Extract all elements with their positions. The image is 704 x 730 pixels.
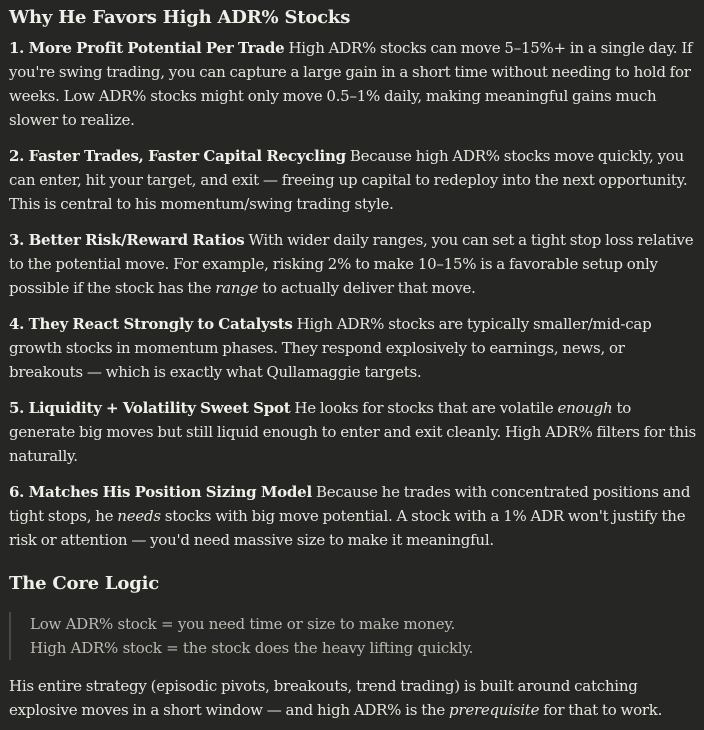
message-content <box>9 0 697 722</box>
body-text: stocks with big move potential. A stock with a 1% ADR won't justify the risk or attention — you'd need massive size to make it meaningful. <box>9 507 686 549</box>
body-text: to actually deliver that move. <box>258 279 476 297</box>
body-text: High ADR% stocks are typically smaller/mid-cap growth stocks in momentum phases. They respond explosively to earnings, news, or breakouts — which is exactly what Qullamaggie targets. <box>9 315 652 381</box>
reason-item <box>9 144 697 216</box>
body-text: High ADR% stocks can move 5–15%+ in a single day. If you're swing trading, you can capture a large gain in a short time without needing to hold for weeks. Low ADR% stocks might only move 0.5–1% daily, making meaningful gains much slower to realize. <box>9 39 693 129</box>
body-text: Because high ADR% stocks move quickly, you can enter, hit your target, and exit — freeing up capital to redeploy into the next opportunity. This is central to his momentum/swing trading style. <box>9 147 688 213</box>
core-logic-quote <box>9 612 697 660</box>
reason-item <box>9 312 697 384</box>
closing-paragraph <box>9 674 697 722</box>
emphasis-text: range <box>215 279 259 297</box>
reason-item <box>9 228 697 300</box>
reason-title: 4. They React Strongly to Catalysts <box>9 315 293 333</box>
body-text: He looks for stocks that are volatile <box>290 399 558 417</box>
section-heading: Why He Favors High ADR% Stocks <box>9 7 351 28</box>
reason-title: 6. Matches His Position Sizing Model <box>9 483 312 501</box>
reason-item <box>9 36 697 132</box>
reason-item <box>9 396 697 468</box>
body-text: Because he trades with concentrated positions and tight stops, he <box>9 483 691 525</box>
emphasis-text: needs <box>117 507 161 525</box>
body-text: His entire strategy (episodic pivots, breakouts, trend trading) is built around catching explosive moves in a short window — and high ADR% is the <box>9 677 638 719</box>
reason-item <box>9 480 697 552</box>
body-text: for that to work. <box>539 701 663 719</box>
body-text: With wider daily ranges, you can set a tight stop loss relative to the potential move. For example, risking 2% to make 10–15% is a favorable setup only possible if the stock has the <box>9 231 694 297</box>
reason-title: 3. Better Risk/Reward Ratios <box>9 231 245 249</box>
body-text: to generate big moves but still liquid enough to enter and exit cleanly. High ADR% filters for this naturally. <box>9 399 696 465</box>
reason-title: 1. More Profit Potential Per Trade <box>9 39 285 57</box>
quote-line: High ADR% stock = the stock does the heavy lifting quickly. <box>30 639 474 657</box>
emphasis-text: enough <box>557 399 613 417</box>
emphasis-text: prerequisite <box>449 701 540 719</box>
reasons-list <box>9 36 697 552</box>
core-logic-heading: The Core Logic <box>9 573 159 594</box>
quote-line: Low ADR% stock = you need time or size to make money. <box>30 615 456 633</box>
reason-title: 2. Faster Trades, Faster Capital Recycling <box>9 147 346 165</box>
reason-title: 5. Liquidity + Volatility Sweet Spot <box>9 399 291 417</box>
